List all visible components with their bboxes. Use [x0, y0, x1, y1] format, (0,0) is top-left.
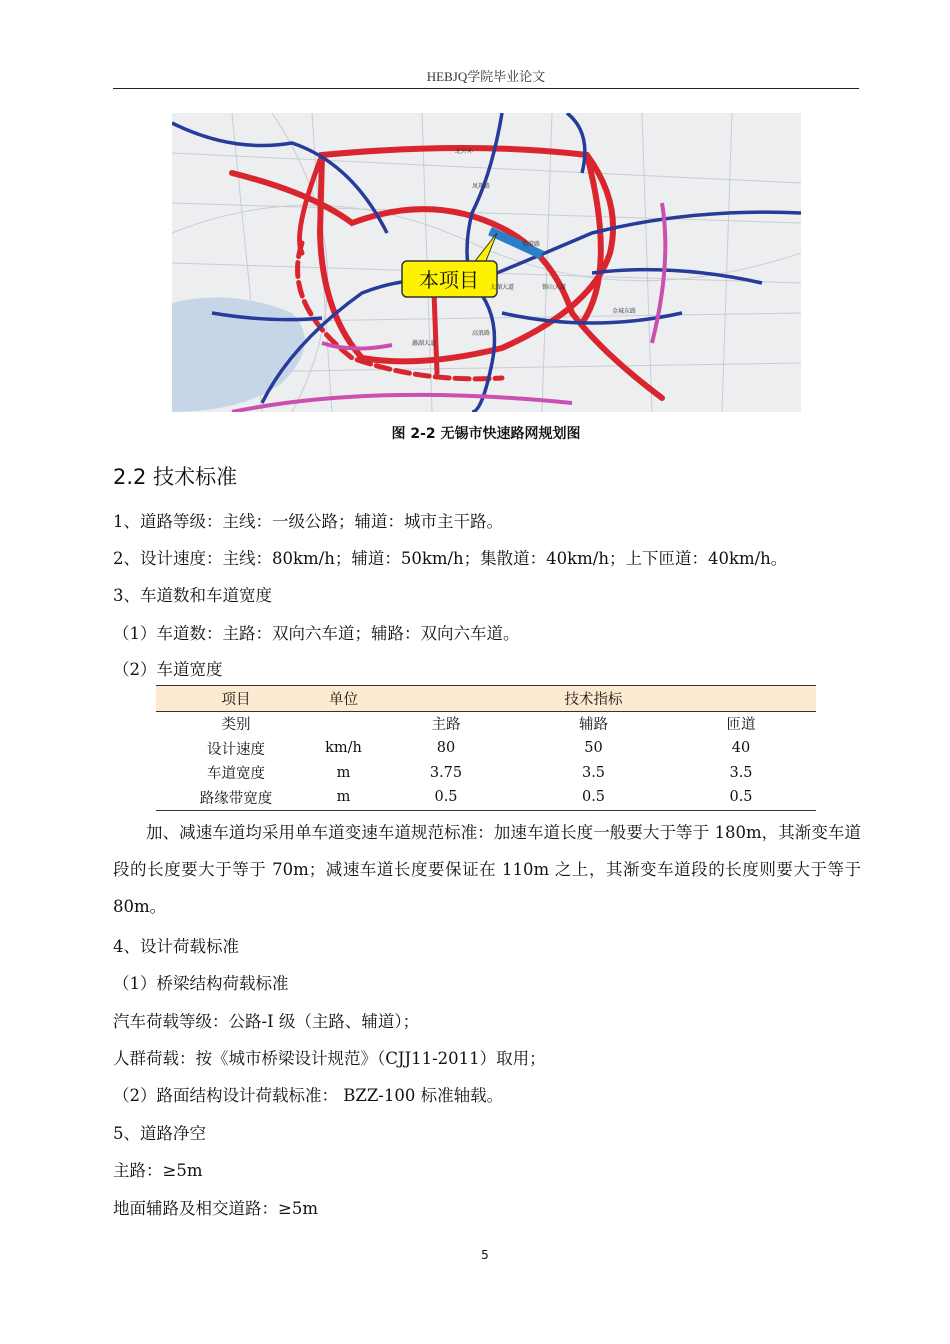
- road-label: 凤翔路: [472, 183, 491, 190]
- table-cell: 车道宽度: [207, 766, 265, 783]
- table-cell: 设计速度: [207, 741, 265, 758]
- text-line: （2）车道宽度: [113, 660, 223, 679]
- text-line: （1）桥梁结构荷载标准: [113, 974, 289, 993]
- table-cell: 类别: [221, 717, 251, 734]
- body-paragraph: 加、减速车道均采用单车道变速车道规范标准：加速车道长度一般要大于等于 180m，其渐变车道段的长度要大于等于 70m；减速车道长度要保证在 110m 之上，其渐变车道段的长度则要大于等于 80m。: [113, 823, 861, 916]
- road-label: 高浪路: [472, 330, 491, 337]
- table-cell: 3.5: [729, 764, 753, 781]
- text-line: （2）路面结构设计荷载标准： BZZ-100 标准轴载。: [113, 1086, 504, 1105]
- text-line: 5、道路净空: [113, 1124, 206, 1143]
- map-canvas: [172, 113, 801, 412]
- table-cell: 匝道: [726, 717, 756, 734]
- text-line: 地面辅路及相交道路：≥5m: [113, 1199, 318, 1218]
- lake-shape: [172, 297, 305, 412]
- text-line: （1）车道数：主路：双向六车道；辅路：双向六车道。: [113, 624, 520, 643]
- table-cell: 50: [584, 740, 603, 757]
- section-heading: 2.2 技术标准: [113, 465, 238, 489]
- road-label: 金城东路: [612, 308, 637, 315]
- road-label: 蠡湖大道: [412, 340, 437, 347]
- text-line: 汽车荷载等级：公路-I 级（主路、辅道）；: [113, 1012, 420, 1031]
- figure-caption: 图 2-2 无锡市快速路网规划图: [391, 426, 581, 442]
- table-header-row: [156, 686, 816, 712]
- table-cell: 辅路: [579, 717, 608, 734]
- table-row: [156, 736, 816, 761]
- table-row: [156, 761, 816, 786]
- table-header-cell: 单位: [329, 691, 358, 708]
- table-header-cell: 技术指标: [564, 691, 623, 708]
- table-cell: m: [336, 764, 351, 781]
- text-line: 4、设计荷载标准: [113, 937, 239, 956]
- road-label: 太湖大道: [490, 284, 515, 291]
- callout-label: 本项目: [419, 268, 479, 292]
- header-divider: [113, 88, 859, 89]
- text-line: 3、车道数和车道宽度: [113, 586, 272, 605]
- table-cell: 40: [731, 740, 751, 757]
- page-header: HEBJQ学院毕业论文: [426, 69, 546, 84]
- table-cell: 3.75: [429, 764, 463, 781]
- road-label: 锡澄路: [522, 241, 541, 248]
- road-label: 北外环: [455, 148, 474, 155]
- table-row: [156, 711, 816, 736]
- table-cell: 路缘带宽度: [199, 790, 273, 807]
- lane-width-table: [156, 685, 816, 811]
- table-cell: m: [336, 789, 351, 806]
- table-cell: 主路: [431, 717, 461, 734]
- table-header-cell: 项目: [221, 691, 251, 708]
- table-cell: 0.5: [581, 789, 606, 806]
- text-line: 人群荷载：按《城市桥梁设计规范》（CJJ11-2011）取用；: [113, 1049, 546, 1068]
- table-cell: 3.5: [581, 764, 606, 781]
- table-row: [156, 785, 816, 810]
- table-cell: [316, 711, 371, 736]
- text-line: 主路：≥5m: [113, 1161, 203, 1180]
- table-cell: km/h: [325, 740, 362, 757]
- road-network-map: [172, 113, 801, 412]
- text-line: 1、道路等级：主线：一级公路；辅道：城市主干路。: [113, 512, 503, 531]
- page-number: 5: [481, 1248, 489, 1262]
- table-cell: 0.5: [729, 789, 753, 806]
- table-cell: 80: [436, 740, 456, 757]
- road-label: 锡山大道: [542, 284, 567, 291]
- table-cell: 0.5: [434, 789, 458, 806]
- text-line: 2、设计速度：主线：80km/h；辅道：50km/h；集散道：40km/h；上下匝道：40km/h。: [113, 549, 788, 568]
